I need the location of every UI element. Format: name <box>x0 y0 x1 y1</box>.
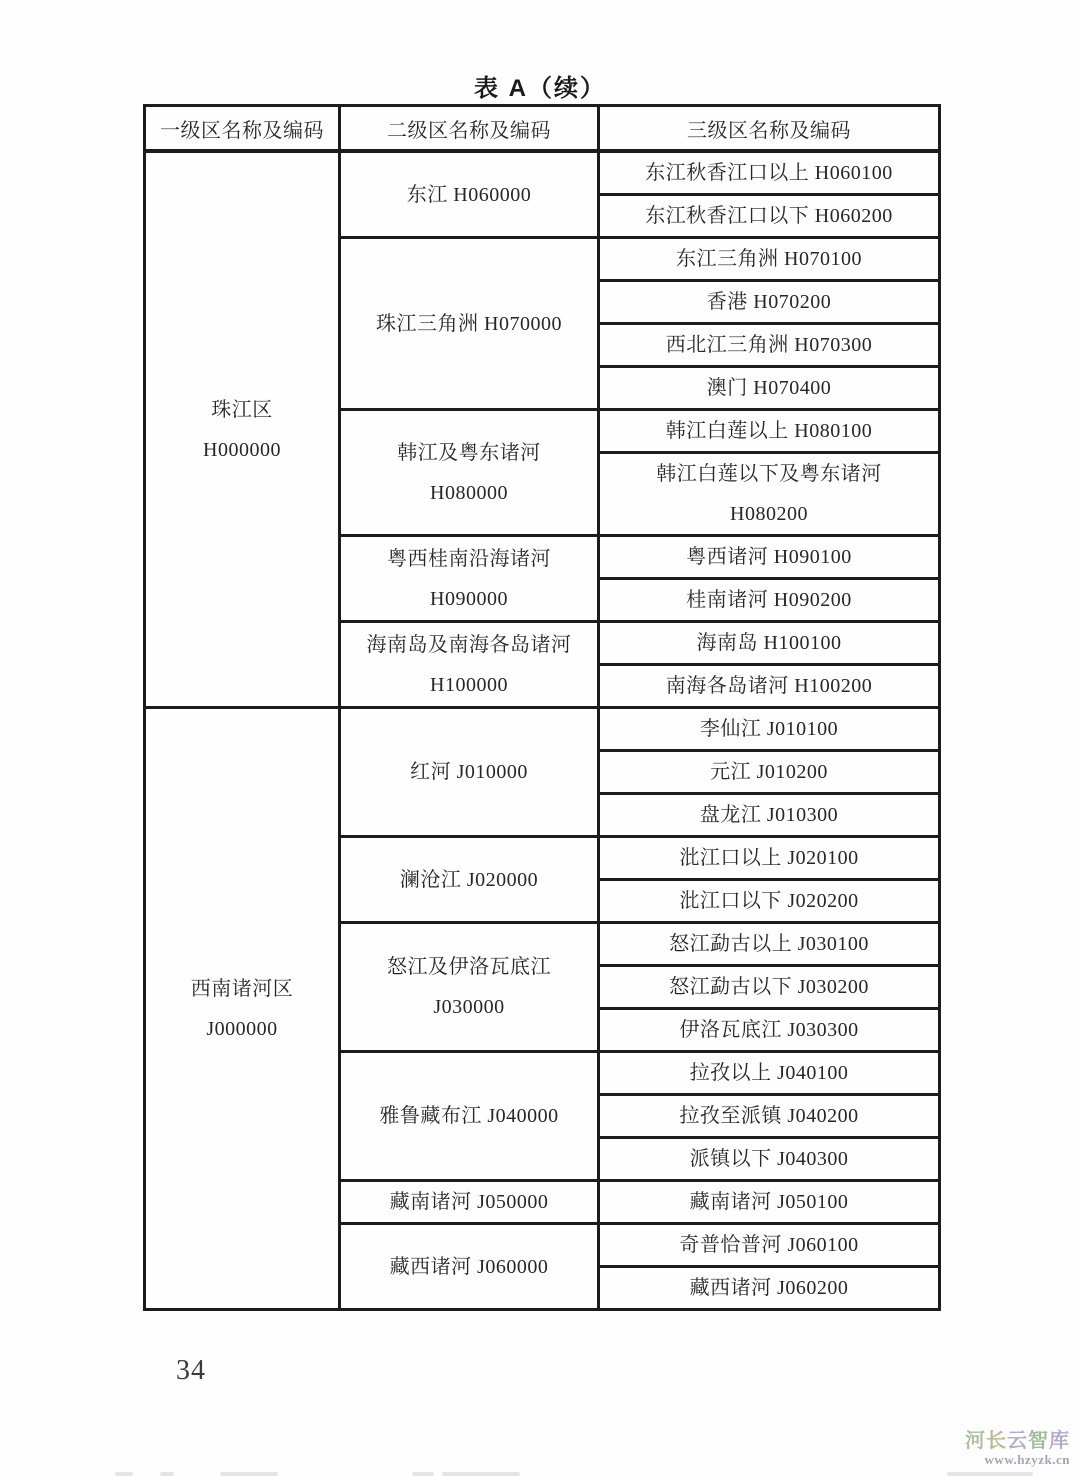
watermark-url: www.hzyzk.cn <box>984 1452 1070 1467</box>
page-bottom-scan-artifact <box>0 1471 1080 1477</box>
level2-cell: 藏南诸河 J050000 <box>340 1181 599 1224</box>
level3-cell: 怒江勐古以上 J030100 <box>599 923 940 966</box>
watermark-brand-char: 云 <box>1007 1430 1028 1452</box>
level3-cell: 东江秋香江口以下 H060200 <box>599 195 940 238</box>
level3-cell: 元江 J010200 <box>599 751 940 794</box>
watermark-brand-char: 智 <box>1028 1430 1049 1452</box>
level3-cell: 藏西诸河 J060200 <box>599 1267 940 1310</box>
col-header-level2: 二级区名称及编码 <box>340 106 599 152</box>
col-header-level3: 三级区名称及编码 <box>599 106 940 152</box>
level2-cell: 怒江及伊洛瓦底江 J030000 <box>340 923 599 1052</box>
watermark-brand-char: 长 <box>986 1430 1007 1452</box>
level3-cell: 藏南诸河 J050100 <box>599 1181 940 1224</box>
level3-cell: 东江三角洲 H070100 <box>599 238 940 281</box>
level3-cell: 海南岛 H100100 <box>599 622 940 665</box>
level2-cell: 东江 H060000 <box>340 151 599 238</box>
col-header-level1: 一级区名称及编码 <box>145 106 340 152</box>
watermark-brand-char: 库 <box>1049 1430 1070 1452</box>
level3-cell: 桂南诸河 H090200 <box>599 579 940 622</box>
level3-cell: 伊洛瓦底江 J030300 <box>599 1009 940 1052</box>
page-number: 34 <box>176 1355 206 1386</box>
level3-cell: 盘龙江 J010300 <box>599 794 940 837</box>
level2-cell: 红河 J010000 <box>340 708 599 837</box>
level3-cell: 韩江白莲以上 H080100 <box>599 410 940 453</box>
level3-cell: 西北江三角洲 H070300 <box>599 324 940 367</box>
level3-cell: 香港 H070200 <box>599 281 940 324</box>
level3-cell: 派镇以下 J040300 <box>599 1138 940 1181</box>
level1-cell: 珠江区 H000000 <box>145 151 340 708</box>
level1-cell: 西南诸河区 J000000 <box>145 708 340 1310</box>
level2-cell: 粤西桂南沿海诸河 H090000 <box>340 536 599 622</box>
page-title: 表 A（续） <box>474 75 606 102</box>
table-row <box>145 151 940 195</box>
table-row <box>145 708 940 751</box>
level2-cell: 雅鲁藏布江 J040000 <box>340 1052 599 1181</box>
level3-cell: 拉孜至派镇 J040200 <box>599 1095 940 1138</box>
level3-cell: 澳门 H070400 <box>599 367 940 410</box>
level2-cell: 藏西诸河 J060000 <box>340 1224 599 1310</box>
level3-cell: 李仙江 J010100 <box>599 708 940 751</box>
level2-cell: 海南岛及南海各岛诸河 H100000 <box>340 622 599 708</box>
level3-cell: 韩江白莲以下及粤东诸河 H080200 <box>599 453 940 536</box>
table-body <box>145 151 940 1310</box>
level2-cell: 澜沧江 J020000 <box>340 837 599 923</box>
level3-cell: 南海各岛诸河 H100200 <box>599 665 940 708</box>
water-zone-table <box>143 104 941 1311</box>
watermark-brand-char: 河 <box>965 1430 986 1452</box>
level3-cell: 沘江口以下 J020200 <box>599 880 940 923</box>
level2-cell: 韩江及粤东诸河 H080000 <box>340 410 599 536</box>
level3-cell: 东江秋香江口以上 H060100 <box>599 151 940 195</box>
level2-cell: 珠江三角洲 H070000 <box>340 238 599 410</box>
watermark <box>965 1430 1070 1467</box>
level3-cell: 粤西诸河 H090100 <box>599 536 940 579</box>
table-header-row <box>145 106 940 152</box>
watermark-brand <box>965 1430 1070 1452</box>
level3-cell: 怒江勐古以下 J030200 <box>599 966 940 1009</box>
level3-cell: 奇普恰普河 J060100 <box>599 1224 940 1267</box>
level3-cell: 拉孜以上 J040100 <box>599 1052 940 1095</box>
level3-cell: 沘江口以上 J020100 <box>599 837 940 880</box>
